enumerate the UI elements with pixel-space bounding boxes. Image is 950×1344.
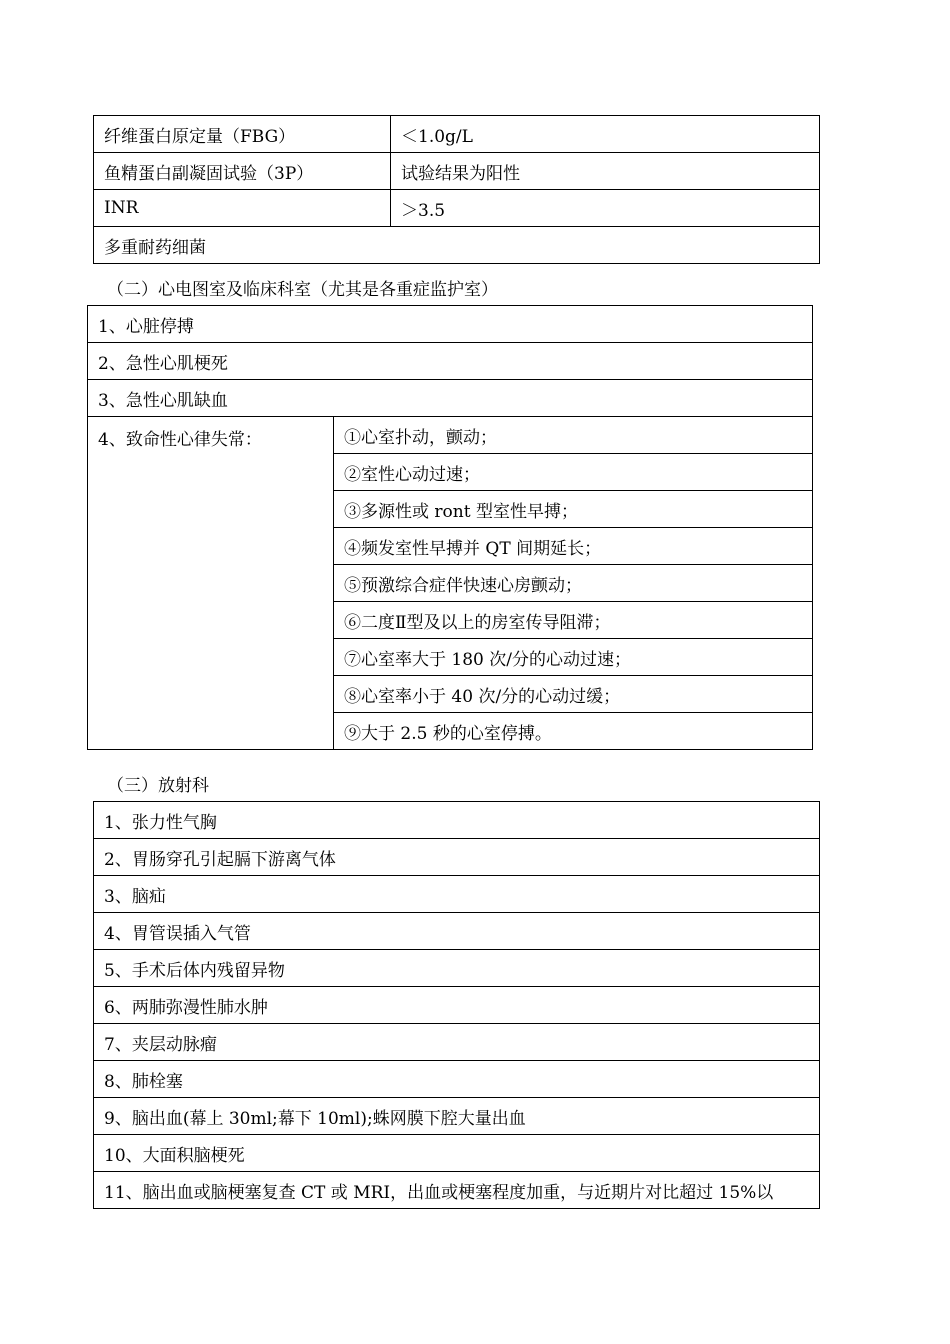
- table-row: [94, 1061, 820, 1098]
- table-row: [94, 1024, 820, 1061]
- radiology-item-cell: 11、脑出血或脑梗塞复查 CT 或 MRI，出血或梗塞程度加重，与近期片对比超过 15%以: [94, 1172, 820, 1209]
- lab-item-cell: 鱼精蛋白副凝固试验（3P）: [94, 153, 391, 190]
- table-row: [94, 190, 820, 227]
- radiology-item-cell: 2、胃肠穿孔引起膈下游离气体: [94, 839, 820, 876]
- radiology-item-cell: 5、手术后体内残留异物: [94, 950, 820, 987]
- lab-value-cell: ＞3.5: [391, 190, 820, 227]
- lab-item-cell: INR: [94, 190, 391, 227]
- ecg-item-cell: 3、急性心肌缺血: [88, 380, 813, 417]
- arrhythmia-item-cell: ⑦心室率大于 180 次/分的心动过速；: [334, 639, 813, 676]
- radiology-item-cell: 7、夹层动脉瘤: [94, 1024, 820, 1061]
- radiology-section-heading: （三）放射科: [107, 776, 209, 796]
- arrhythmia-item-cell: ⑥二度Ⅱ型及以上的房室传导阻滞；: [334, 602, 813, 639]
- arrhythmia-item-cell: ⑨大于 2.5 秒的心室停搏。: [334, 713, 813, 750]
- radiology-item-cell: 9、脑出血(幕上 30ml;幕下 10ml);蛛网膜下腔大量出血: [94, 1098, 820, 1135]
- lab-critical-value-table: [93, 115, 820, 264]
- table-row: [94, 116, 820, 153]
- arrhythmia-item-cell: ③多源性或 ront 型室性早搏；: [334, 491, 813, 528]
- table-row: [94, 1098, 820, 1135]
- table-row: [94, 1172, 820, 1209]
- arrhythmia-item-cell: ⑤预激综合症伴快速心房颤动；: [334, 565, 813, 602]
- ecg-item-cell: 2、急性心肌梗死: [88, 343, 813, 380]
- table-row: [88, 343, 813, 380]
- table-row: [94, 913, 820, 950]
- lab-value-cell: 试验结果为阳性: [391, 153, 820, 190]
- radiology-item-cell: 6、两肺弥漫性肺水肿: [94, 987, 820, 1024]
- radiology-critical-value-table: [93, 801, 820, 1209]
- radiology-item-cell: 10、大面积脑梗死: [94, 1135, 820, 1172]
- table-row: [94, 987, 820, 1024]
- arrhythmia-item-cell: ④频发室性早搏并 QT 间期延长；: [334, 528, 813, 565]
- radiology-item-cell: 8、肺栓塞: [94, 1061, 820, 1098]
- arrhythmia-label-cell: 4、致命性心律失常：: [88, 417, 334, 750]
- table-row: [88, 417, 813, 454]
- table-row: [94, 1135, 820, 1172]
- lab-value-cell: ＜1.0g/L: [391, 116, 820, 153]
- lab-full-row-cell: 多重耐药细菌: [94, 227, 820, 264]
- radiology-item-cell: 1、张力性气胸: [94, 802, 820, 839]
- radiology-item-cell: 4、胃管误插入气管: [94, 913, 820, 950]
- table-row: [94, 227, 820, 264]
- arrhythmia-item-cell: ⑧心室率小于 40 次/分的心动过缓；: [334, 676, 813, 713]
- arrhythmia-item-cell: ②室性心动过速；: [334, 454, 813, 491]
- table-row: [94, 802, 820, 839]
- ecg-critical-value-table: [87, 305, 813, 750]
- radiology-item-cell: 3、脑疝: [94, 876, 820, 913]
- arrhythmia-item-cell: ①心室扑动，颤动；: [334, 417, 813, 454]
- table-row: [94, 876, 820, 913]
- table-row: [94, 950, 820, 987]
- lab-item-cell: 纤维蛋白原定量（FBG）: [94, 116, 391, 153]
- ecg-section-heading: （二）心电图室及临床科室（尤其是各重症监护室）: [107, 280, 498, 300]
- table-row: [88, 306, 813, 343]
- table-row: [94, 153, 820, 190]
- table-row: [88, 380, 813, 417]
- ecg-item-cell: 1、心脏停搏: [88, 306, 813, 343]
- table-row: [94, 839, 820, 876]
